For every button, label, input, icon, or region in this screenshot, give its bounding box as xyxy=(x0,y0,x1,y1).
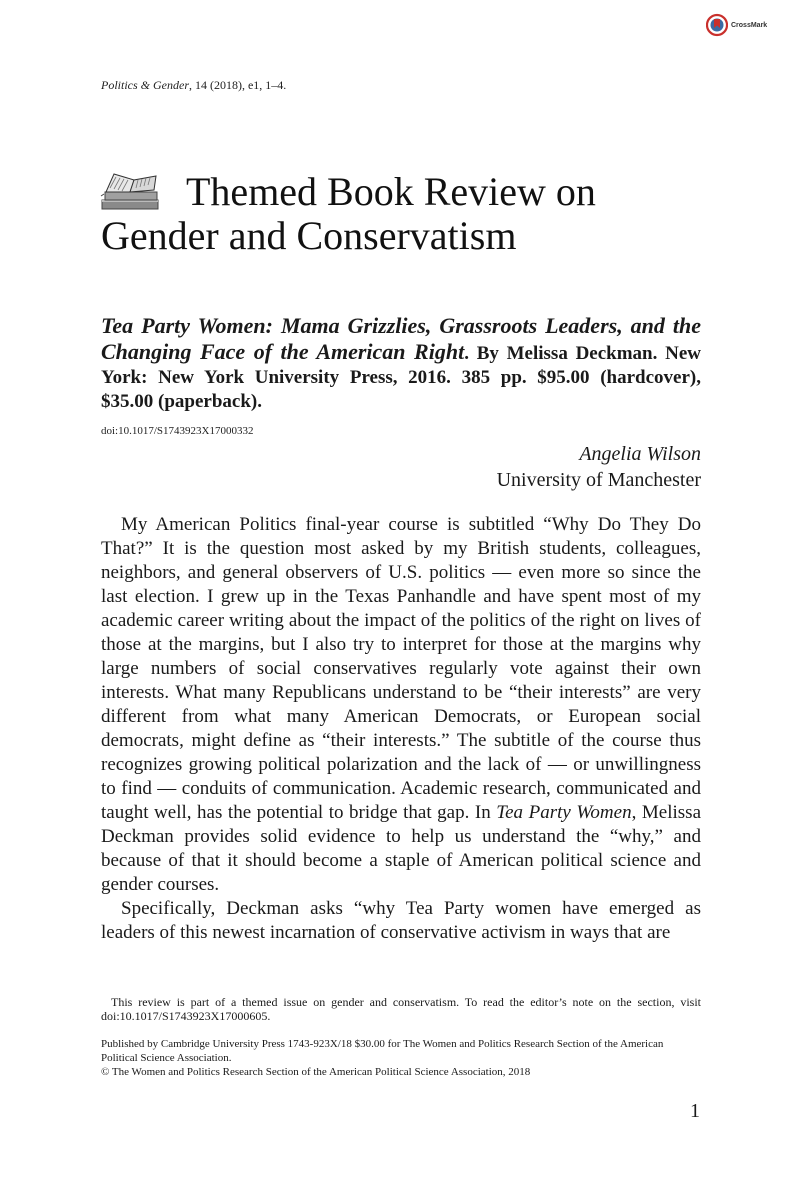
book-citation xyxy=(101,314,701,414)
crossmark-icon xyxy=(706,13,728,37)
publisher-line: Published by Cambridge University Press 1743-923X/18 $30.00 for The Women and Politics Research Section of the American Political Science Association. xyxy=(101,1038,664,1064)
book-details: . By Melissa Deckman. New York: New York University Press, 2016. 385 pp. $95.00 (hardcover), $35.00 (paperback). xyxy=(101,343,701,412)
section-title-line1: Themed Book Review on xyxy=(186,169,596,214)
footnote: This review is part of a themed issue on gender and conservatism. To read the editor’s note on the section, visit doi:10.1017/S1743923X17000605. xyxy=(101,995,701,1023)
review-body xyxy=(101,513,701,945)
author-affiliation: University of Manchester xyxy=(496,469,701,491)
paragraph: Specifically, Deckman asks “why Tea Party women have emerged as leaders of this newest incarnation of conservative activism in ways that are xyxy=(101,898,701,943)
journal-name: Politics & Gender xyxy=(101,78,189,92)
publisher-info xyxy=(101,1037,701,1079)
author-block xyxy=(497,441,701,493)
review-doi[interactable]: doi:10.1017/S1743923X17000332 xyxy=(101,425,254,437)
author-name: Angelia Wilson xyxy=(579,443,701,465)
section-title xyxy=(101,170,701,258)
paragraph: My American Politics final-year course is subtitled “Why Do They Do That?” It is the question most asked by my British students, colleagues, neighbors, and general observers of U.S. politics — even more so since the last election. I grew up in the Texas Panhandle and have spent most of my academic career writing about the impact of the politics of the right on lives of those at the margins, but I also try to interpret for those at the margins why large numbers of social conservatives regularly vote against their own interests. What many Republicans understand to be “their interests” are very different from what many American Democrats, or European social democrats, might define as “their interests.” The subtitle of the course thus recognizes growing political polarization and the lack of — or unwillingness to find — conduits of communication. Academic research, communicated and taught well, has the potential to bridge that gap. In Tea Party Women, Melissa Deckman provides solid evidence to help us understand the “why,” and because of that it should become a staple of American political science and gender courses. xyxy=(101,514,701,895)
page-number: 1 xyxy=(690,1100,700,1122)
copyright-line: © The Women and Politics Research Section of the American Political Science Association, 2018 xyxy=(101,1066,531,1078)
crossmark-badge[interactable] xyxy=(706,13,767,37)
book-title: Tea Party Women: Mama Grizzlies, Grassroots Leaders, and the Changing Face of the American Right xyxy=(101,313,701,364)
section-title-line2: Gender and Conservatism xyxy=(101,213,517,258)
crossmark-label: CrossMark xyxy=(731,21,768,29)
journal-citation xyxy=(101,78,286,93)
italic-title: Tea Party Women xyxy=(496,802,632,823)
journal-volume-pages: , 14 (2018), e1, 1–4. xyxy=(188,78,287,92)
